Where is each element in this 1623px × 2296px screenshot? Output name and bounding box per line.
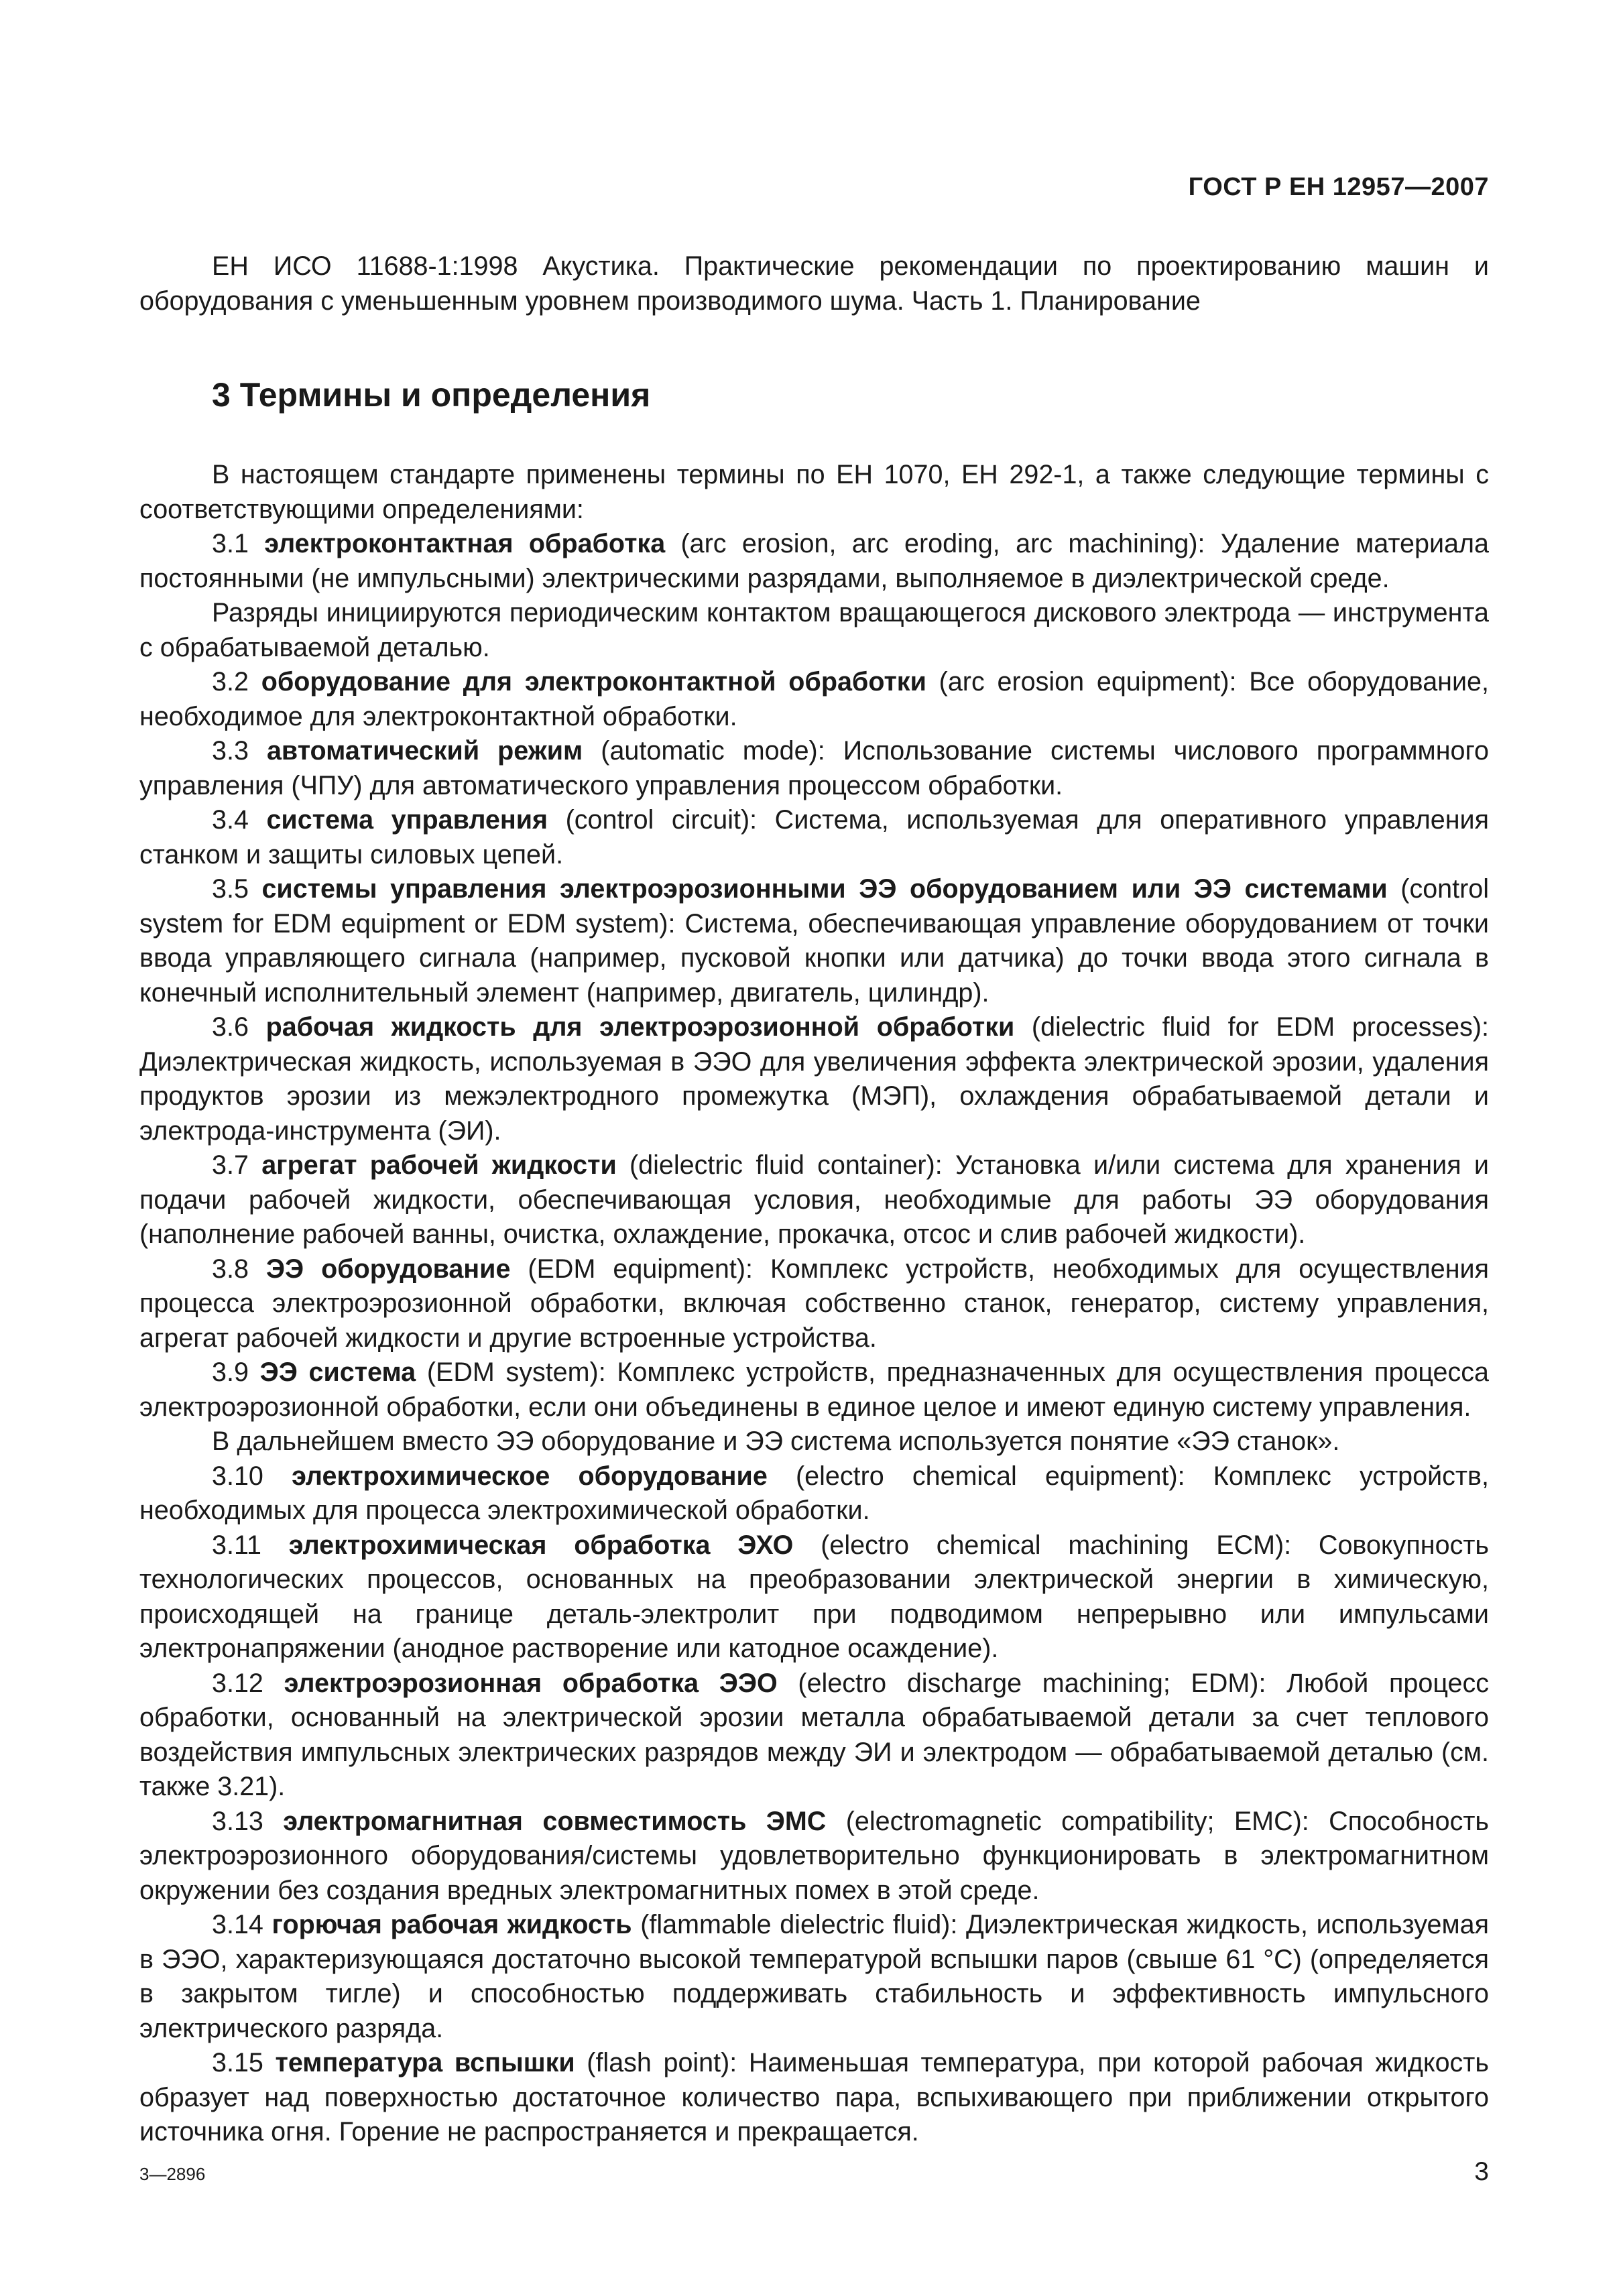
term-number: 3.15 xyxy=(212,2048,276,2077)
term-definition: (automatic mode): Использование системы числового программного управления (ЧПУ) для автоматического управления процессом обработки. xyxy=(139,736,1489,800)
term-number: 3.14 xyxy=(212,1910,272,1939)
term-3-9-note xyxy=(139,1425,1489,1459)
term-name: ЭЭ система xyxy=(259,1357,416,1387)
term-definition: (electro chemical equipment): Комплекс устройств, необходимых для процесса электрохимической обработки. xyxy=(139,1461,1489,1525)
term-3-3 xyxy=(139,734,1489,803)
term-number: 3.6 xyxy=(212,1012,266,1042)
term-definition: (control circuit): Система, используемая для оперативного управления станком и защиты силовых цепей. xyxy=(139,805,1489,869)
term-3-7 xyxy=(139,1148,1489,1252)
term-name: оборудование для электроконтактной обработки xyxy=(261,667,926,697)
term-3-10 xyxy=(139,1459,1489,1528)
reference-paragraph: ЕН ИСО 11688-1:1998 Акустика. Практические рекомендации по проектированию машин и оборудования с уменьшенным уровнем производимого шума. Часть 1. Планирование xyxy=(139,251,1489,316)
term-name: температура вспышки xyxy=(275,2048,575,2077)
term-name: автоматический режим xyxy=(266,736,583,766)
preamble-paragraph: В настоящем стандарте применены термины по ЕН 1070, ЕН 292-1, а также следующие термины с соответствующими определениями: xyxy=(139,460,1489,524)
term-number: 3.13 xyxy=(212,1806,284,1836)
term-number: 3.7 xyxy=(212,1150,262,1180)
term-3-4 xyxy=(139,803,1489,872)
page-content xyxy=(139,249,1489,2150)
term-name: горючая рабочая жидкость xyxy=(272,1910,632,1939)
document-code: ГОСТ Р ЕН 12957—2007 xyxy=(1188,173,1489,201)
term-3-1-note xyxy=(139,596,1489,665)
term-definition: (control system for EDM equipment or EDM system): Система, обеспечивающая управление оборудованием от точки ввода управляющего сигнала (например, пусковой кнопки или датчика) до точки ввода этого сигнала в конечный исполнительный элемент (например, двигатель, цилиндр). xyxy=(139,874,1490,1008)
term-name: система управления xyxy=(266,805,548,835)
term-3-15 xyxy=(139,2046,1489,2150)
term-definition: (EDM equipment): Комплекс устройств, необходимых для осуществления процесса электроэрозионной обработки, включая собственно станок, генератор, систему управления, агрегат рабочей жидкости и другие встроенные устройства. xyxy=(139,1254,1489,1353)
page-number: 3 xyxy=(1474,2157,1489,2186)
term-number: 3.3 xyxy=(212,736,267,766)
section-title: 3 Термины и определения xyxy=(212,376,651,414)
term-definition: (EDM system): Комплекс устройств, предназначенных для осуществления процесса электроэрозионной обработки, если они объединены в единое целое и имеют единую систему управления. xyxy=(139,1357,1489,1422)
term-name: электрохимическое оборудование xyxy=(292,1461,768,1491)
term-definition: (arc erosion, arc eroding, arc machining): Удаление материала постоянными (не импульсными) электрическими разрядами, выполняемое в диэлектрической среде. xyxy=(139,529,1490,593)
term-number: 3.1 xyxy=(212,529,265,558)
term-name: агрегат рабочей жидкости xyxy=(261,1150,617,1180)
term-definition: (dielectric fluid for EDM processes): Диэлектрическая жидкость, используемая в ЭЭО для увеличения эффекта электрической эрозии, удаления продуктов эрозии из межэлектродного промежутка (МЭП), охлаждения обрабатываемой детали и электрода-инструмента (ЭИ). xyxy=(139,1012,1489,1146)
term-definition: (flash point): Наименьшая температура, при которой рабочая жидкость образует над поверхностью достаточное количество пара, вспыхивающего при приближении открытого источника огня. Горение не распространяется и прекращается. xyxy=(139,2048,1489,2147)
term-number: 3.10 xyxy=(212,1461,292,1491)
term-name: электроэрозионная обработка ЭЭО xyxy=(284,1668,778,1698)
term-3-8 xyxy=(139,1252,1489,1356)
term-number: 3.12 xyxy=(212,1668,284,1698)
term-3-2 xyxy=(139,665,1489,734)
term-3-11 xyxy=(139,1528,1489,1667)
footer-code: 3—2896 xyxy=(139,2164,206,2184)
term-name: электромагнитная совместимость ЭМС xyxy=(283,1806,827,1836)
term-number: 3.5 xyxy=(212,874,262,904)
term-3-1 xyxy=(139,527,1489,596)
term-3-5 xyxy=(139,872,1489,1010)
term-name: ЭЭ оборудование xyxy=(265,1254,511,1284)
term-3-14 xyxy=(139,1908,1489,2046)
term-definition: (electro discharge machining; EDM): Любой процесс обработки, основанный на электрической эрозии металла обрабатываемой детали за счет теплового воздействия импульсных электрических разрядов между ЭИ и электродом — обрабатываемой деталью (см. также 3.21). xyxy=(139,1668,1490,1801)
term-number: 3.11 xyxy=(212,1530,289,1560)
term-name: системы управления электроэрозионными ЭЭ оборудованием или ЭЭ системами xyxy=(261,874,1388,904)
term-definition: (electromagnetic compatibility; EMC): Способность электроэрозионного оборудования/системы удовлетворительно функционировать в электромагнитном окружении без создания вредных электромагнитных помех в этой среде. xyxy=(139,1806,1490,1905)
term-name: рабочая жидкость для электроэрозионной обработки xyxy=(265,1012,1015,1042)
term-number: 3.2 xyxy=(212,667,261,697)
term-definition: (dielectric fluid container): Установка и/или система для хранения и подачи рабочей жидкости, обеспечивающая условия, необходимые для работы ЭЭ оборудования (наполнение рабочей ванны, очистка, охлаждение, прокачка, отсос и слив рабочей жидкости). xyxy=(139,1150,1489,1249)
term-3-13 xyxy=(139,1805,1489,1909)
term-name: электрохимическая обработка ЭХО xyxy=(288,1530,794,1560)
term-3-12 xyxy=(139,1667,1489,1805)
term-definition: В дальнейшем вместо ЭЭ оборудование и ЭЭ система используется понятие «ЭЭ станок». xyxy=(212,1427,1340,1456)
term-number: 3.8 xyxy=(212,1254,266,1284)
term-number: 3.4 xyxy=(212,805,267,835)
term-definition: (flammable dielectric fluid): Диэлектрическая жидкость, используемая в ЭЭО, характеризующаяся достаточно высокой температурой вспышки паров (свыше 61 °С) (определяется в закрытом тигле) и способностью поддерживать стабильность и эффективность импульсного электрического разряда. xyxy=(139,1910,1490,2043)
term-definition: Разряды инициируются периодическим контактом вращающегося дискового электрода — инструмента с обрабатываемой деталью. xyxy=(139,598,1489,662)
term-3-6 xyxy=(139,1010,1489,1148)
term-definition: (arc erosion equipment): Все оборудование, необходимое для электроконтактной обработки. xyxy=(139,667,1489,731)
term-number: 3.9 xyxy=(212,1357,260,1387)
term-definition: (electro chemical machining ECM): Совокупность технологических процессов, основанных на преобразовании электрической энергии в химическую, происходящей на границе деталь-электролит при подводимом непрерывно или импульсами электронапряжении (анодное растворение или катодное осаждение). xyxy=(139,1530,1489,1663)
term-name: электроконтактная обработка xyxy=(264,529,666,558)
term-3-9 xyxy=(139,1355,1489,1425)
